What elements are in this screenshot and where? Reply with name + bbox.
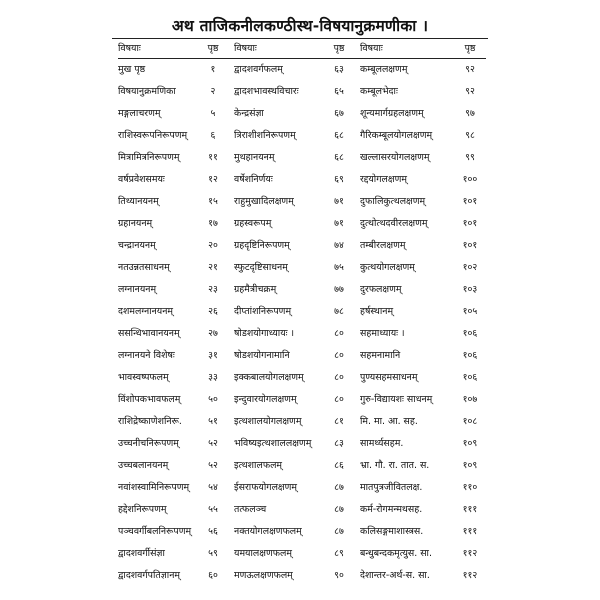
entry-page-number: ५४ xyxy=(208,482,218,493)
entry-page-number: ६३ xyxy=(334,64,344,75)
table-row xyxy=(118,433,486,455)
column-gap xyxy=(226,389,234,411)
entry-page-number: ८६ xyxy=(334,460,344,471)
table-row xyxy=(118,257,486,279)
entry-page-number: ७७ xyxy=(334,284,344,295)
column-gap xyxy=(226,565,234,587)
column-gap xyxy=(226,433,234,455)
entry-subject: राशिद्रेष्काणेशनिरू. xyxy=(118,416,182,427)
entry-subject: इत्थशालयोगलक्षणम् xyxy=(234,416,302,427)
table-row xyxy=(118,191,486,213)
entry-page-number: ७५ xyxy=(334,262,344,273)
entry-page-number: १०१ xyxy=(462,218,478,229)
entry-page-number: ५१ xyxy=(208,416,218,427)
column-gap xyxy=(352,169,360,191)
table-row xyxy=(118,565,486,587)
entry-subject: कम्बूलभेदाः xyxy=(360,86,398,97)
column-gap xyxy=(226,59,234,82)
entry-page-number: १११ xyxy=(462,504,478,515)
column-gap xyxy=(226,213,234,235)
entry-page-number: ८७ xyxy=(334,482,344,493)
entry-page-number: ११२ xyxy=(462,548,478,559)
column-gap xyxy=(352,411,360,433)
table-row xyxy=(118,323,486,345)
entry-subject: ग्रहस्वरूपम् xyxy=(234,218,272,229)
table-row xyxy=(118,345,486,367)
column-gap xyxy=(226,345,234,367)
entry-subject: लग्नानयनम् xyxy=(118,284,157,295)
column-gap xyxy=(352,81,360,103)
entry-subject: स्फुटदृष्टिसाधनम् xyxy=(234,262,288,273)
column-header-subject: विषयाः xyxy=(234,40,326,59)
entry-subject: कम्बूललक्षणम् xyxy=(360,64,408,75)
entry-subject: भावस्वष्पफलम् xyxy=(118,372,169,383)
entry-page-number: २६ xyxy=(208,306,218,317)
entry-page-number: ५२ xyxy=(208,460,218,471)
entry-subject: मातपुत्रजीवितलक्ष. xyxy=(360,482,423,493)
column-gap xyxy=(352,367,360,389)
entry-subject: ईसराफयोगलक्षणम् xyxy=(234,482,298,493)
entry-subject: इन्दुवारयोगलक्षणम् xyxy=(234,394,297,405)
entry-page-number: ९२ xyxy=(465,64,475,75)
entry-page-number: १०५ xyxy=(462,306,478,317)
entry-subject: षोडशयोगाध्यायः । xyxy=(234,328,295,339)
entry-page-number: १०६ xyxy=(462,350,478,361)
entry-subject: कर्म-रोगमन्मथसह. xyxy=(360,504,423,515)
column-gap xyxy=(226,235,234,257)
entry-subject: उच्चबलानयनम् xyxy=(118,460,169,471)
entry-subject: द्वादशवर्गफलम् xyxy=(234,64,283,75)
column-gap xyxy=(226,543,234,565)
entry-subject: मङ्गलाचरणम् xyxy=(118,108,161,119)
column-gap xyxy=(352,433,360,455)
entry-subject: मित्रामित्रनिरूपणम् xyxy=(118,152,180,163)
entry-page-number: ८७ xyxy=(334,504,344,515)
column-gap xyxy=(352,499,360,521)
entry-subject: इत्थशालफलम् xyxy=(234,460,283,471)
entry-subject: षोडशयोगनामानि xyxy=(234,350,290,361)
entry-subject: सहमनामानि xyxy=(360,350,401,361)
entry-subject: गुरु-विद्यायशः साधनम् xyxy=(360,394,433,405)
entry-subject: लग्नानयने विशेषः xyxy=(118,350,175,361)
column-gap xyxy=(352,565,360,587)
column-header-page: पृष्ठ xyxy=(326,40,352,59)
entry-subject: ग्रहदृष्टिनिरूपणम् xyxy=(234,240,290,251)
entry-subject: रद्दयोगलक्षणम् xyxy=(360,174,407,185)
entry-subject: शून्यमार्गग्रहलक्षणम् xyxy=(360,108,424,119)
column-gap xyxy=(352,147,360,169)
entry-subject: दुत्थोत्थदवीरलक्षणम् xyxy=(360,218,428,229)
entry-subject: दुरफलक्षणम् xyxy=(360,284,402,295)
entry-page-number: १०९ xyxy=(462,438,478,449)
entry-subject: भ्रा. गौ. रा. तात. स. xyxy=(360,460,430,471)
header-rule xyxy=(112,38,488,39)
column-gap xyxy=(226,125,234,147)
entry-subject: मुथहानयनम् xyxy=(234,152,275,163)
column-gap xyxy=(226,257,234,279)
entry-page-number: ९८ xyxy=(465,130,475,141)
table-row xyxy=(118,169,486,191)
entry-page-number: २० xyxy=(208,240,218,251)
entry-subject: मणऊलक्षणफलम् xyxy=(234,570,293,581)
entry-subject: ग्रहमैत्रीचक्रम् xyxy=(234,284,277,295)
entry-subject: यमयालक्षणफलम् xyxy=(234,548,292,559)
entry-page-number: ९७ xyxy=(465,108,475,119)
entry-page-number: १७ xyxy=(208,218,218,229)
column-gap xyxy=(226,521,234,543)
page-title: अथ ताजिकनीलकण्ठीस्थ-विषयानुक्रमणीका । xyxy=(171,17,429,35)
column-gap xyxy=(226,169,234,191)
column-gap xyxy=(352,59,360,82)
entry-subject: कलिसङ्गमाशास्त्रस. xyxy=(360,526,424,537)
entry-subject: नक्तयोगलक्षणफलम् xyxy=(234,526,302,537)
table-row xyxy=(118,389,486,411)
entry-subject: द्वादशवर्गीसंज्ञा xyxy=(118,548,165,559)
entry-page-number: ६ xyxy=(210,130,216,141)
column-gap xyxy=(226,81,234,103)
column-gap xyxy=(352,279,360,301)
table-row xyxy=(118,147,486,169)
entry-page-number: १०६ xyxy=(462,328,478,339)
entry-subject: चन्द्रानयनम् xyxy=(118,240,156,251)
entry-page-number: ८० xyxy=(334,328,344,339)
entry-page-number: ६७ xyxy=(334,108,344,119)
table-row xyxy=(118,59,486,82)
column-gap xyxy=(352,191,360,213)
entry-subject: राहुमुखादिलक्षणम् xyxy=(234,196,294,207)
entry-subject: राशिस्वरूपनिरूपणम् xyxy=(118,130,188,141)
column-gap xyxy=(226,301,234,323)
entry-page-number: १०१ xyxy=(462,240,478,251)
entry-page-number: ९० xyxy=(334,570,344,581)
column-gap xyxy=(352,521,360,543)
entry-subject: गैरिकम्बूलयोगलक्षणम् xyxy=(360,130,433,141)
entry-page-number: ६८ xyxy=(334,130,344,141)
entry-page-number: ८० xyxy=(334,394,344,405)
table-row xyxy=(118,279,486,301)
entry-page-number: ६९ xyxy=(334,174,344,185)
column-gap xyxy=(352,455,360,477)
entry-subject: वर्षप्रवेशसमयः xyxy=(118,174,165,185)
table-header-row xyxy=(118,40,486,59)
table-row xyxy=(118,213,486,235)
entry-page-number: ३१ xyxy=(208,350,218,361)
column-gap xyxy=(352,301,360,323)
entry-page-number: २७ xyxy=(208,328,218,339)
column-gap xyxy=(352,345,360,367)
column-gap xyxy=(226,191,234,213)
entry-subject: कुत्थयोगलक्षणम् xyxy=(360,262,415,273)
entry-page-number: ५९ xyxy=(208,548,218,559)
entry-subject: नतउन्नतसाधनम् xyxy=(118,262,170,273)
entry-subject: तम्बीरलक्षणम् xyxy=(360,240,406,251)
entry-subject: तिथ्यानयनम् xyxy=(118,196,159,207)
entry-page-number: ८० xyxy=(334,350,344,361)
table-row xyxy=(118,455,486,477)
entry-subject: ससन्धिभावानयनम् xyxy=(118,328,180,339)
entry-subject: विषयानुक्रमणिका xyxy=(118,86,176,97)
entry-subject: इक्कबालयोगलक्षणम् xyxy=(234,372,304,383)
entry-page-number: ५० xyxy=(208,394,218,405)
entry-page-number: ५२ xyxy=(208,438,218,449)
table-row xyxy=(118,301,486,323)
entry-page-number: ५५ xyxy=(208,504,218,515)
entry-page-number: ३३ xyxy=(208,372,218,383)
table-row xyxy=(118,103,486,125)
entry-subject: हद्देशनिरूपणम् xyxy=(118,504,167,515)
entry-page-number: २१ xyxy=(208,262,218,273)
entry-page-number: १०० xyxy=(462,174,478,185)
entry-page-number: ८० xyxy=(334,372,344,383)
column-gap xyxy=(352,257,360,279)
entry-page-number: १५ xyxy=(208,196,218,207)
entry-subject: सामर्थ्यसहम. xyxy=(360,438,404,449)
entry-page-number: १११ xyxy=(462,526,478,537)
table-row xyxy=(118,543,486,565)
entry-page-number: ९२ xyxy=(465,86,475,97)
column-header-page: पृष्ठ xyxy=(454,40,486,59)
column-gap xyxy=(226,147,234,169)
entry-page-number: ६० xyxy=(208,570,218,581)
column-gap xyxy=(226,279,234,301)
table-row xyxy=(118,81,486,103)
entry-page-number: ११ xyxy=(208,152,218,163)
entry-subject: द्वादशभावस्थविचारः xyxy=(234,86,299,97)
table-row xyxy=(118,367,486,389)
column-gap xyxy=(226,411,234,433)
contents-table xyxy=(118,40,486,587)
entry-page-number: १०९ xyxy=(462,460,478,471)
entry-subject: देशान्तर-अर्थ-स. सा. xyxy=(360,570,430,581)
entry-page-number: ८९ xyxy=(334,548,344,559)
entry-subject: खल्लासरयोगलक्षणम् xyxy=(360,152,430,163)
column-gap xyxy=(352,389,360,411)
column-header-subject: विषयाः xyxy=(118,40,200,59)
entry-page-number: ५६ xyxy=(208,526,218,537)
column-gap xyxy=(352,477,360,499)
table-row xyxy=(118,235,486,257)
entry-subject: हर्षस्थानम् xyxy=(360,306,394,317)
column-gap xyxy=(226,499,234,521)
entry-page-number: ६८ xyxy=(334,152,344,163)
entry-subject: तत्फलञ्च xyxy=(234,504,267,515)
entry-subject: मि. मा. आ. सह. xyxy=(360,416,418,427)
entry-page-number: २ xyxy=(210,86,216,97)
entry-page-number: १०८ xyxy=(462,416,478,427)
entry-page-number: १०७ xyxy=(462,394,478,405)
entry-page-number: ११० xyxy=(462,482,478,493)
column-gap xyxy=(226,455,234,477)
entry-page-number: ७८ xyxy=(334,306,344,317)
entry-page-number: १०३ xyxy=(462,284,478,295)
column-gap xyxy=(352,543,360,565)
entry-subject: भविष्यइत्थशाललक्षणम् xyxy=(234,438,312,449)
entry-page-number: ७१ xyxy=(334,196,344,207)
entry-page-number: २३ xyxy=(208,284,218,295)
entry-subject: दीप्तांशनिरूपणम् xyxy=(234,306,292,317)
entry-page-number: ९९ xyxy=(465,152,475,163)
column-gap xyxy=(352,323,360,345)
entry-subject: सहमाध्यायः । xyxy=(360,328,405,339)
column-gap xyxy=(226,103,234,125)
entry-page-number: १०२ xyxy=(462,262,478,273)
entry-subject: नवांशस्वामिनिरूपणम् xyxy=(118,482,190,493)
entry-page-number: ६५ xyxy=(334,86,344,97)
entry-page-number: ११२ xyxy=(462,570,478,581)
entry-page-number: ८३ xyxy=(334,438,344,449)
column-gap xyxy=(352,125,360,147)
column-header-page: पृष्ठ xyxy=(200,40,226,59)
entry-subject: दुफालिकुत्थलक्षणम् xyxy=(360,196,426,207)
entry-subject: दशमलग्नानयनम् xyxy=(118,306,174,317)
table-row xyxy=(118,521,486,543)
entry-page-number: ८१ xyxy=(334,416,344,427)
entry-subject: मुख पृष्ठ xyxy=(118,64,146,75)
column-gap xyxy=(352,213,360,235)
entry-subject: पुण्यसहमसाधनम् xyxy=(360,372,418,383)
entry-subject: उच्चनीचनिरूपणम् xyxy=(118,438,179,449)
entry-subject: बन्धुबन्दकमृत्युस. सा. xyxy=(360,548,432,559)
table-row xyxy=(118,411,486,433)
column-gap xyxy=(352,103,360,125)
column-gap xyxy=(226,477,234,499)
column-header-subject: विषयाः xyxy=(360,40,454,59)
column-gap xyxy=(226,367,234,389)
entry-page-number: १०१ xyxy=(462,196,478,207)
entry-subject: वर्षेशनिर्णयः xyxy=(234,174,273,185)
entry-subject: ग्रहानयनम् xyxy=(118,218,153,229)
entry-page-number: ८७ xyxy=(334,526,344,537)
entry-page-number: १ xyxy=(210,64,216,75)
entry-page-number: ७४ xyxy=(334,240,344,251)
column-gap xyxy=(352,235,360,257)
table-row xyxy=(118,125,486,147)
entry-subject: द्वादशवर्गपतिज्ञानम् xyxy=(118,570,181,581)
entry-subject: पञ्चवर्गीबलनिरूपणम् xyxy=(118,526,192,537)
contents-body xyxy=(118,59,486,588)
entry-page-number: १२ xyxy=(208,174,218,185)
entry-page-number: ५ xyxy=(210,108,216,119)
column-gap xyxy=(226,323,234,345)
entry-subject: विंशोपकभावफलम् xyxy=(118,394,181,405)
entry-subject: त्रिराशीशनिरूपणम् xyxy=(234,130,296,141)
table-row xyxy=(118,499,486,521)
table-row xyxy=(118,477,486,499)
entry-subject: केन्द्रसंज्ञा xyxy=(234,108,264,119)
entry-page-number: ७१ xyxy=(334,218,344,229)
entry-page-number: १०६ xyxy=(462,372,478,383)
